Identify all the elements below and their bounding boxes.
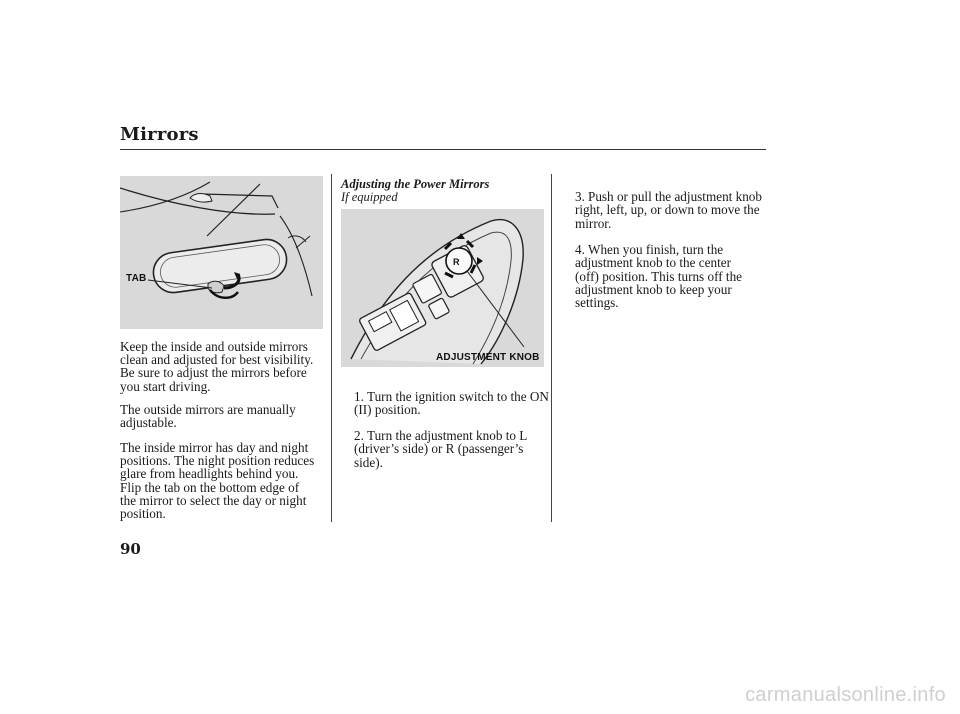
column-divider-right [551, 174, 552, 522]
paragraph-outside-mirrors: The outside mirrors are manually adjustable. [120, 402, 296, 431]
paragraph-intro: Keep the inside and outside mirrors clean and adjusted for best visibility. Be sure to adjust the mirrors before you start driving. [120, 339, 314, 394]
power-mirror-switch-figure [341, 209, 544, 367]
step-number: 2. [354, 428, 364, 444]
step-text: Turn the ignition switch to the ON (II) position. [354, 389, 549, 418]
column-divider-left [331, 174, 332, 522]
step-text: Turn the adjustment knob to L (driver’s side) or R (passenger’s side). [354, 428, 528, 470]
step-number: 4. [575, 242, 585, 258]
rearview-mirror-figure [120, 176, 323, 329]
paragraph-inside-mirror: The inside mirror has day and night positions. The night position reduces glare from headlights behind you. Flip the tab on the bottom edge of the mirror to select the day or night position. [120, 440, 315, 522]
tab-label: TAB [126, 273, 147, 284]
svg-text:R: R [453, 257, 460, 267]
step-text: When you finish, turn the adjustment knob to the center (off) position. This turns off the adjustment knob to keep your settings. [575, 242, 743, 311]
step-2 [341, 416, 527, 469]
watermark: carmanualsonline.info [745, 684, 946, 706]
step-text: Push or pull the adjustment knob right, left, up, or down to move the mirror. [575, 189, 762, 231]
step-1 [341, 377, 549, 417]
step-4 [562, 230, 742, 309]
subsection-title: Adjusting the Power Mirrors [341, 177, 490, 191]
step-3 [562, 177, 762, 230]
step-number: 3. [575, 189, 585, 205]
rearview-mirror-illustration [120, 176, 323, 329]
subsection-note: If equipped [341, 190, 398, 204]
step-number: 1. [354, 389, 364, 405]
section-title: Mirrors [120, 124, 199, 145]
page-number: 90 [120, 540, 141, 558]
adjustment-knob-label: ADJUSTMENT KNOB [436, 352, 540, 363]
power-mirror-switch-illustration [341, 209, 544, 367]
title-rule [120, 149, 766, 150]
